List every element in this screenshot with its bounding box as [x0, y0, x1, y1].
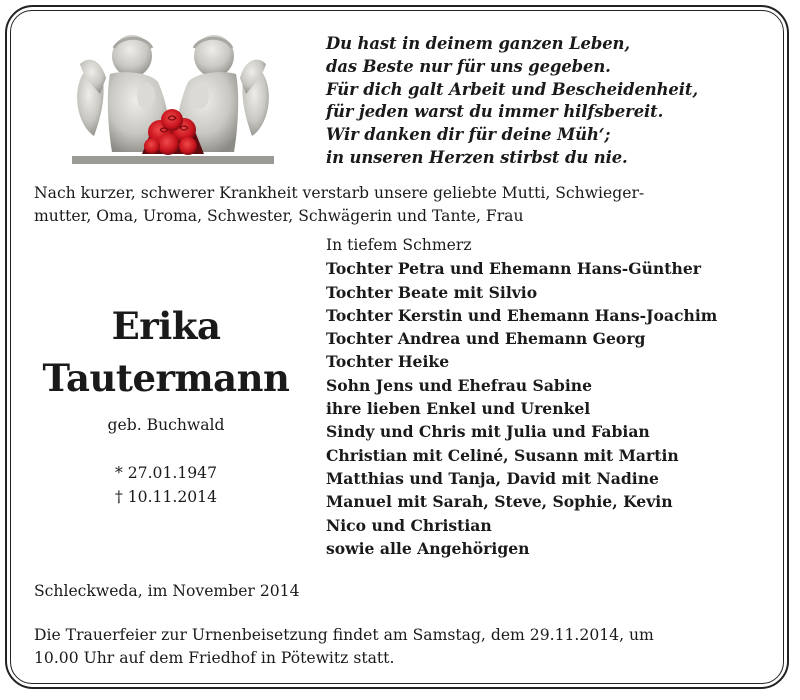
- mourner-line: Tochter Beate mit Silvio: [326, 282, 538, 302]
- mourner-line: Sindy und Chris mit Julia und Fabian: [326, 422, 650, 442]
- poem-line: das Beste nur für uns gegeben.: [326, 56, 611, 76]
- mourner-line: Tochter Andrea und Ehemann Georg: [326, 329, 646, 349]
- poem-line: Wir danken dir für deine Müh‘;: [326, 125, 611, 145]
- mourner-line: Christian mit Celiné, Susann mit Martin: [326, 445, 679, 465]
- maiden-name: geb. Buchwald: [107, 416, 225, 434]
- death-date: † 10.11.2014: [114, 488, 218, 506]
- deceased-first-name: Erika: [111, 304, 221, 348]
- mourners-heading: In tiefem Schmerz: [326, 236, 472, 254]
- funeral-service-info: [34, 624, 767, 670]
- place-and-date: Schleckweda, im November 2014: [34, 582, 300, 600]
- mourner-line: Nico und Christian: [326, 515, 492, 535]
- service-line: Die Trauerfeier zur Urnenbeisetzung findet am Samstag, dem 29.11.2014, um: [34, 626, 654, 644]
- deceased-last-name: Tautermann: [42, 356, 290, 400]
- mourners-list: [326, 234, 766, 560]
- mourner-line: sowie alle Angehörigen: [326, 538, 530, 558]
- mourner-line: Sohn Jens und Ehefrau Sabine: [326, 375, 593, 395]
- poem-line: in unseren Herzen stirbst du nie.: [326, 147, 628, 167]
- mourner-line: Tochter Heike: [326, 352, 450, 372]
- poem-line: für jeden warst du immer hilfsbereit.: [326, 102, 664, 122]
- life-dates: [34, 461, 298, 509]
- mourner-line: Manuel mit Sarah, Steve, Sophie, Kevin: [326, 492, 673, 512]
- intro-line: Nach kurzer, schwerer Krankheit verstarb unsere geliebte Mutti, Schwieger-: [34, 184, 645, 202]
- poem: [326, 33, 756, 170]
- mourner-line: ihre lieben Enkel und Urenkel: [326, 399, 591, 419]
- death-announcement-text: [34, 182, 767, 228]
- mourner-line: Tochter Petra und Ehemann Hans-Günther: [326, 259, 701, 279]
- mourner-line: Tochter Kerstin und Ehemann Hans-Joachim: [326, 305, 718, 325]
- poem-line: Du hast in deinem ganzen Leben,: [326, 34, 630, 53]
- mourner-line: Matthias und Tanja, David mit Nadine: [326, 468, 659, 488]
- intro-line: mutter, Oma, Uroma, Schwester, Schwägerin und Tante, Frau: [34, 207, 524, 225]
- service-line: 10.00 Uhr auf dem Friedhof in Pötewitz statt.: [34, 649, 395, 667]
- angels-with-roses-image: [72, 34, 274, 164]
- poem-line: Für dich galt Arbeit und Bescheidenheit,: [326, 79, 698, 99]
- deceased-block: [34, 300, 298, 509]
- birth-date: * 27.01.1947: [114, 464, 218, 482]
